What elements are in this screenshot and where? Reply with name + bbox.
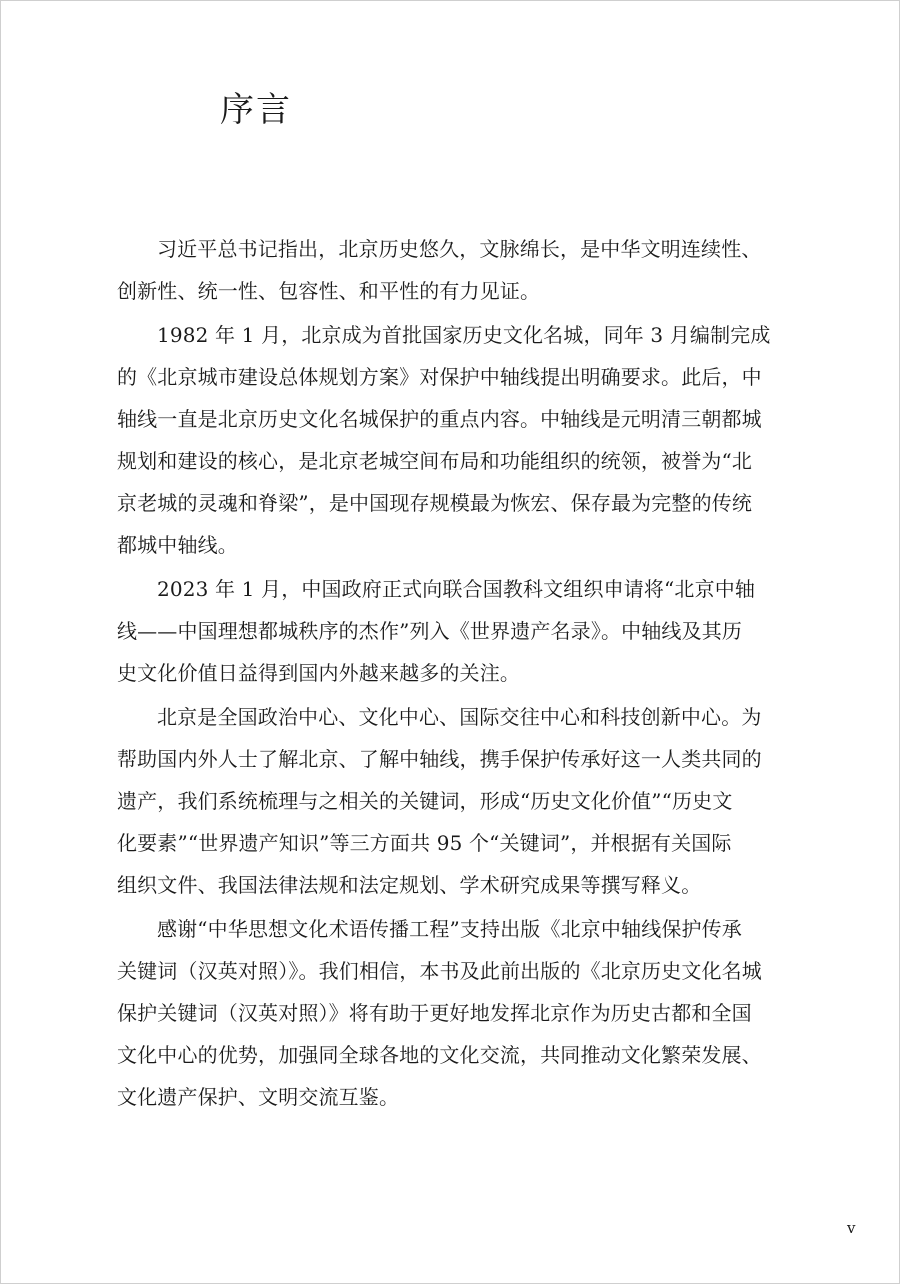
- text-line: 文化中心的优势，加强同全球各地的文化交流，共同推动文化繁荣发展、: [117, 1043, 762, 1067]
- text-line: 创新性、统一性、包容性、和平性的有力见证。: [117, 279, 541, 303]
- text-line: 化要素”“世界遗产知识”等三方面共 95 个“关键词”，并根据有关国际: [117, 831, 732, 855]
- page-number: v: [847, 1219, 856, 1237]
- text-line: 规划和建设的核心，是北京老城空间布局和功能组织的统领，被誉为“北: [117, 449, 753, 473]
- text-line: 北京是全国政治中心、文化中心、国际交往中心和科技创新中心。为: [157, 705, 762, 729]
- paragraph: [117, 314, 787, 566]
- text-line: 轴线一直是北京历史文化名城保护的重点内容。中轴线是元明清三朝都城: [117, 407, 762, 431]
- body-text: [117, 228, 787, 1120]
- paragraph: [117, 908, 787, 1118]
- paragraph: [117, 696, 787, 906]
- text-line: 习近平总书记指出，北京历史悠久，文脉绵长，是中华文明连续性、: [157, 237, 762, 261]
- text-line: 2023 年 1 月，中国政府正式向联合国教科文组织申请将“北京中轴: [157, 577, 756, 601]
- text-line: 组织文件、我国法律法规和法定规划、学术研究成果等撰写释义。: [117, 873, 702, 897]
- page-title: 序言: [220, 90, 292, 130]
- text-line: 帮助国内外人士了解北京、了解中轴线，携手保护传承好这一人类共同的: [117, 747, 762, 771]
- text-line: 京老城的灵魂和脊梁”，是中国现存规模最为恢宏、保存最为完整的传统: [117, 491, 753, 515]
- text-line: 遗产，我们系统梳理与之相关的关键词，形成“历史文化价值”“历史文: [117, 789, 733, 813]
- text-line: 1982 年 1 月，北京成为首批国家历史文化名城，同年 3 月编制完成: [157, 323, 771, 347]
- paragraph: [117, 568, 787, 694]
- text-line: 保护关键词（汉英对照）》将有助于更好地发挥北京作为历史古都和全国: [117, 1001, 752, 1025]
- text-line: 史文化价值日益得到国内外越来越多的关注。: [117, 661, 520, 685]
- text-line: 文化遗产保护、文明交流互鉴。: [117, 1085, 400, 1109]
- text-line: 关键词（汉英对照）》。我们相信，本书及此前出版的《北京历史文化名城: [117, 959, 762, 983]
- text-line: 都城中轴线。: [117, 533, 238, 557]
- paragraph: [117, 228, 787, 312]
- text-line: 感谢“中华思想文化术语传播工程”支持出版《北京中轴线保护传承: [157, 917, 742, 941]
- text-line: 线——中国理想都城秩序的杰作”列入《世界遗产名录》。中轴线及其历: [117, 619, 743, 643]
- text-line: 的《北京城市建设总体规划方案》对保护中轴线提出明确要求。此后，中: [117, 365, 762, 389]
